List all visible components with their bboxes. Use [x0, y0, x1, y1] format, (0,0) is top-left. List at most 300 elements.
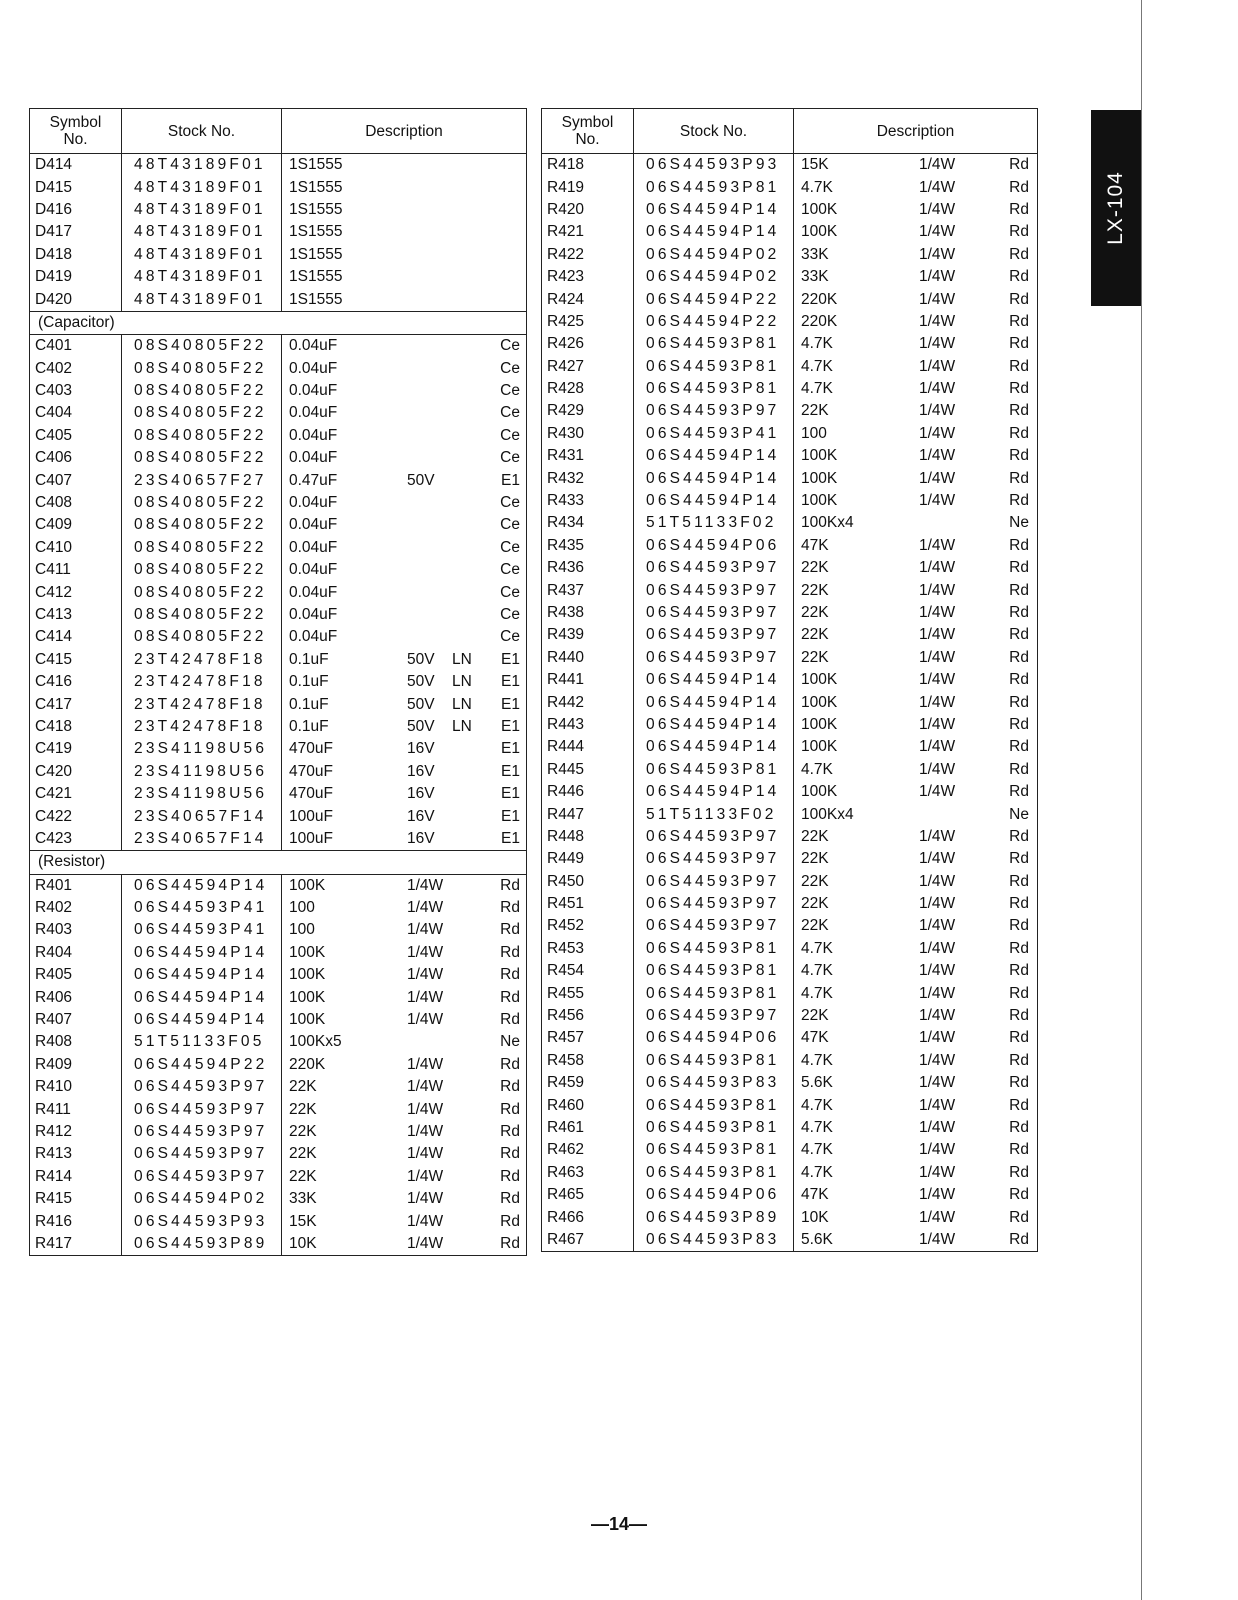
stock-cell: 06S44594P14: [122, 1009, 282, 1031]
rating-text: 1/4W: [407, 876, 444, 894]
description-fields: [801, 446, 1037, 466]
value-text: 4.7K: [801, 1163, 833, 1181]
description-cell: [794, 871, 1038, 893]
type-code: Rd: [500, 921, 520, 939]
symbol-cell: D419: [30, 266, 122, 288]
description-cell: [794, 266, 1038, 288]
type-code: E1: [501, 740, 520, 758]
table-row: [542, 1162, 1038, 1184]
rating-text: 1/4W: [919, 1051, 956, 1069]
value-text: 10K: [289, 1234, 317, 1252]
table-row: [30, 1143, 527, 1165]
stock-cell: 23T42478F18: [122, 693, 282, 715]
description-fields: [289, 222, 526, 242]
rating-text: 1/4W: [919, 626, 956, 644]
description-cell: [794, 647, 1038, 669]
stock-cell: 06S44594P14: [122, 986, 282, 1008]
stock-cell: 23T42478F18: [122, 671, 282, 693]
stock-cell: 06S44593P97: [634, 557, 794, 579]
description-cell: [794, 423, 1038, 445]
rating-text: 50V: [407, 471, 435, 489]
stock-cell: 23S40657F14: [122, 828, 282, 851]
symbol-cell: C423: [30, 828, 122, 851]
value-text: 100K: [801, 715, 838, 733]
stock-cell: 06S44593P81: [634, 938, 794, 960]
description-cell: [282, 671, 527, 693]
rating-text: 1/4W: [407, 1234, 444, 1252]
value-text: 5.6K: [801, 1074, 833, 1092]
description-fields: [801, 424, 1037, 444]
table-row: [30, 783, 527, 805]
value-text: 0.04uF: [289, 404, 338, 422]
symbol-cell: R444: [542, 736, 634, 758]
table-row: [542, 154, 1038, 177]
description-fields: [289, 1212, 526, 1232]
rating-text: 1/4W: [407, 1167, 444, 1185]
description-fields: [289, 560, 526, 580]
description-fields: [289, 471, 526, 491]
description-fields: [289, 739, 526, 759]
symbol-cell: R432: [542, 467, 634, 489]
header-description: Description: [282, 109, 527, 154]
description-fields: [289, 1189, 526, 1209]
rating-text: 1/4W: [407, 1190, 444, 1208]
description-fields: [801, 1185, 1037, 1205]
header-stock: Stock No.: [634, 109, 794, 154]
symbol-cell: C410: [30, 537, 122, 559]
stock-cell: 06S44594P14: [634, 736, 794, 758]
description-fields: [289, 695, 526, 715]
table-row: [30, 1233, 527, 1256]
table-row: [30, 559, 527, 581]
table-row: [30, 1098, 527, 1120]
symbol-cell: R424: [542, 288, 634, 310]
table-row: [542, 333, 1038, 355]
description-cell: [794, 691, 1038, 713]
symbol-cell: R465: [542, 1184, 634, 1206]
value-text: 470uF: [289, 762, 333, 780]
description-fields: [801, 1096, 1037, 1116]
type-code: Rd: [1009, 1051, 1029, 1069]
table-row: [542, 535, 1038, 557]
value-text: 22K: [801, 648, 829, 666]
description-cell: [794, 356, 1038, 378]
table-row: [30, 964, 527, 986]
table-row: [542, 1229, 1038, 1252]
description-fields: [801, 334, 1037, 354]
description-fields: [801, 648, 1037, 668]
table-row: [30, 380, 527, 402]
symbol-cell: R435: [542, 535, 634, 557]
table-row: [30, 1054, 527, 1076]
description-cell: [794, 1094, 1038, 1116]
value-text: 100K: [801, 738, 838, 756]
description-fields: [801, 178, 1037, 198]
stock-cell: 06S44593P97: [634, 893, 794, 915]
value-text: 4.7K: [801, 178, 833, 196]
table-row: [542, 624, 1038, 646]
table-row: [542, 176, 1038, 198]
rating-text: 16V: [407, 785, 435, 803]
description-cell: [794, 1117, 1038, 1139]
symbol-cell: R450: [542, 871, 634, 893]
type-code: Rd: [1009, 380, 1029, 398]
value-text: 4.7K: [801, 984, 833, 1002]
description-fields: [801, 603, 1037, 623]
rating-text: 1/4W: [407, 899, 444, 917]
description-cell: [282, 559, 527, 581]
rating-text: 1/4W: [407, 943, 444, 961]
table-row: [542, 803, 1038, 825]
description-cell: [282, 693, 527, 715]
table-row: [30, 514, 527, 536]
note-text: LN: [452, 695, 472, 713]
type-code: Rd: [500, 1234, 520, 1252]
stock-cell: 23S40657F14: [122, 805, 282, 827]
table-row: [542, 288, 1038, 310]
stock-cell: 06S44593P41: [122, 897, 282, 919]
description-cell: [794, 333, 1038, 355]
description-fields: [289, 762, 526, 782]
rating-text: 1/4W: [919, 268, 956, 286]
value-text: 470uF: [289, 740, 333, 758]
rating-text: 16V: [407, 829, 435, 847]
header-symbol: Symbol No.: [542, 109, 634, 154]
rating-text: 1/4W: [919, 1163, 956, 1181]
stock-cell: 48T43189F01: [122, 199, 282, 221]
parts-list-right: [542, 154, 1038, 1252]
rating-text: 1/4W: [919, 917, 956, 935]
section-heading: (Resistor): [30, 851, 527, 874]
table-row: [30, 874, 527, 897]
type-code: Rd: [1009, 693, 1029, 711]
type-code: Ce: [500, 538, 520, 556]
stock-cell: 06S44593P97: [634, 1005, 794, 1027]
description-cell: [282, 1233, 527, 1256]
rating-text: 1/4W: [919, 872, 956, 890]
description-fields: [289, 717, 526, 737]
description-cell: [282, 176, 527, 198]
description-cell: [282, 514, 527, 536]
rating-text: 1/4W: [919, 1186, 956, 1204]
value-text: 47K: [801, 1186, 829, 1204]
value-text: 100K: [801, 693, 838, 711]
type-code: Rd: [1009, 1007, 1029, 1025]
stock-cell: 23T42478F18: [122, 716, 282, 738]
description-fields: [289, 1055, 526, 1075]
stock-cell: 06S44593P93: [634, 154, 794, 177]
stock-cell: 48T43189F01: [122, 244, 282, 266]
stock-cell: 08S40805F22: [122, 581, 282, 603]
description-cell: [794, 311, 1038, 333]
value-text: 22K: [289, 1078, 317, 1096]
symbol-cell: R418: [542, 154, 634, 177]
description-cell: [794, 154, 1038, 177]
symbol-cell: R405: [30, 964, 122, 986]
stock-cell: 06S44593P83: [634, 1072, 794, 1094]
description-cell: [282, 986, 527, 1008]
symbol-cell: R429: [542, 400, 634, 422]
value-text: 100K: [801, 671, 838, 689]
description-fields: [801, 245, 1037, 265]
value-text: 0.04uF: [289, 516, 338, 534]
symbol-cell: R408: [30, 1031, 122, 1053]
type-code: Rd: [1009, 1029, 1029, 1047]
stock-cell: 06S44594P14: [634, 669, 794, 691]
header-stock: Stock No.: [122, 109, 282, 154]
type-code: E1: [501, 807, 520, 825]
symbol-cell: C407: [30, 469, 122, 491]
value-text: 0.04uF: [289, 538, 338, 556]
type-code: Rd: [500, 1100, 520, 1118]
description-fields: [801, 513, 1037, 533]
value-text: 4.7K: [801, 1051, 833, 1069]
table-row: [542, 1184, 1038, 1206]
type-code: Rd: [500, 1011, 520, 1029]
type-code: Ce: [500, 516, 520, 534]
symbol-cell: C414: [30, 626, 122, 648]
type-code: Rd: [500, 966, 520, 984]
stock-cell: 06S44594P02: [634, 266, 794, 288]
type-code: Rd: [1009, 827, 1029, 845]
description-fields: [289, 988, 526, 1008]
table-row: [542, 423, 1038, 445]
type-code: Rd: [1009, 917, 1029, 935]
description-cell: [282, 738, 527, 760]
symbol-cell: R445: [542, 759, 634, 781]
stock-cell: 06S44593P97: [634, 602, 794, 624]
type-code: E1: [501, 717, 520, 735]
type-code: Rd: [1009, 783, 1029, 801]
stock-cell: 08S40805F22: [122, 402, 282, 424]
value-text: 1S1555: [289, 178, 343, 196]
table-row: [542, 982, 1038, 1004]
type-code: Rd: [500, 1055, 520, 1073]
value-text: 220K: [289, 1055, 326, 1073]
stock-cell: 06S44593P81: [634, 1139, 794, 1161]
description-fields: [801, 849, 1037, 869]
symbol-cell: R434: [542, 512, 634, 534]
table-row: [30, 581, 527, 603]
table-row: [30, 1076, 527, 1098]
stock-cell: 06S44593P97: [122, 1143, 282, 1165]
description-fields: [801, 894, 1037, 914]
stock-cell: 06S44594P14: [634, 691, 794, 713]
description-fields: [801, 1163, 1037, 1183]
stock-cell: 48T43189F01: [122, 154, 282, 177]
value-text: 1S1555: [289, 200, 343, 218]
table-row: [30, 1188, 527, 1210]
rating-text: 1/4W: [919, 783, 956, 801]
stock-cell: 06S44594P14: [634, 490, 794, 512]
symbol-cell: R457: [542, 1027, 634, 1049]
symbol-cell: R452: [542, 915, 634, 937]
description-fields: [801, 1073, 1037, 1093]
symbol-cell: R403: [30, 919, 122, 941]
rating-text: 1/4W: [919, 1096, 956, 1114]
symbol-cell: R438: [542, 602, 634, 624]
symbol-cell: R411: [30, 1098, 122, 1120]
value-text: 0.1uF: [289, 673, 329, 691]
symbol-cell: R413: [30, 1143, 122, 1165]
stock-cell: 06S44593P41: [122, 919, 282, 941]
rating-text: 1/4W: [919, 1074, 956, 1092]
symbol-cell: R428: [542, 378, 634, 400]
rating-text: 1/4W: [919, 424, 956, 442]
value-text: 0.1uF: [289, 717, 329, 735]
table-row: [30, 942, 527, 964]
stock-cell: 06S44593P97: [634, 647, 794, 669]
table-row: [542, 266, 1038, 288]
rating-text: 16V: [407, 762, 435, 780]
value-text: 100K: [801, 447, 838, 465]
symbol-cell: R456: [542, 1005, 634, 1027]
table-row: [542, 938, 1038, 960]
rating-text: 1/4W: [407, 1100, 444, 1118]
value-text: 100K: [289, 1011, 326, 1029]
stock-cell: 08S40805F22: [122, 358, 282, 380]
type-code: Rd: [500, 1190, 520, 1208]
symbol-cell: R446: [542, 781, 634, 803]
description-fields: [289, 672, 526, 692]
type-code: E1: [501, 785, 520, 803]
type-code: Rd: [1009, 1163, 1029, 1181]
stock-cell: 06S44594P14: [122, 874, 282, 897]
table-row: [542, 579, 1038, 601]
description-fields: [289, 829, 526, 849]
description-fields: [289, 965, 526, 985]
table-row: [30, 986, 527, 1008]
type-code: Rd: [1009, 581, 1029, 599]
description-cell: [282, 1143, 527, 1165]
table-row: [542, 915, 1038, 937]
table-row: [30, 425, 527, 447]
description-fields: [289, 943, 526, 963]
table-row: [542, 512, 1038, 534]
description-cell: [794, 288, 1038, 310]
value-text: 100: [289, 921, 315, 939]
type-code: Rd: [500, 876, 520, 894]
rating-text: 1/4W: [919, 1230, 956, 1248]
symbol-cell: C402: [30, 358, 122, 380]
description-cell: [794, 669, 1038, 691]
table-row: [30, 897, 527, 919]
stock-cell: 23S41198U56: [122, 761, 282, 783]
description-cell: [794, 557, 1038, 579]
description-cell: [794, 803, 1038, 825]
description-fields: [801, 155, 1037, 175]
value-text: 33K: [801, 245, 829, 263]
table-row: [542, 1050, 1038, 1072]
description-fields: [801, 491, 1037, 511]
table-row: [30, 244, 527, 266]
table-row: [542, 1094, 1038, 1116]
description-fields: [801, 558, 1037, 578]
value-text: 22K: [801, 559, 829, 577]
description-cell: [282, 964, 527, 986]
type-code: Rd: [1009, 604, 1029, 621]
stock-cell: 06S44594P22: [634, 288, 794, 310]
value-text: 4.7K: [801, 939, 833, 957]
page-number: —14—: [590, 1514, 648, 1534]
description-cell: [282, 716, 527, 738]
table-row: [542, 467, 1038, 489]
symbol-cell: D415: [30, 176, 122, 198]
description-fields: [801, 1051, 1037, 1071]
description-fields: [801, 939, 1037, 959]
table-row: [542, 871, 1038, 893]
stock-cell: 06S44593P97: [634, 915, 794, 937]
stock-cell: 48T43189F01: [122, 288, 282, 311]
type-code: Rd: [1009, 850, 1029, 868]
stock-cell: 06S44594P14: [634, 467, 794, 489]
symbol-cell: R422: [542, 244, 634, 266]
table-row: [30, 919, 527, 941]
rating-text: 1/4W: [407, 1055, 444, 1073]
type-code: E1: [501, 471, 520, 489]
table-row: [30, 402, 527, 424]
stock-cell: 06S44594P14: [634, 221, 794, 243]
rating-text: 1/4W: [919, 178, 956, 196]
symbol-cell: R447: [542, 803, 634, 825]
table-row: [30, 447, 527, 469]
description-cell: [282, 1009, 527, 1031]
symbol-cell: R426: [542, 333, 634, 355]
rating-text: 1/4W: [919, 559, 956, 577]
type-code: Ne: [1009, 514, 1029, 532]
stock-cell: 08S40805F22: [122, 559, 282, 581]
type-code: Rd: [500, 943, 520, 961]
description-fields: [801, 916, 1037, 936]
description-cell: [794, 960, 1038, 982]
value-text: 0.04uF: [289, 337, 338, 355]
type-code: Rd: [1009, 1186, 1029, 1204]
rating-text: 1/4W: [919, 738, 956, 756]
description-fields: [289, 426, 526, 446]
symbol-cell: R443: [542, 714, 634, 736]
description-fields: [289, 583, 526, 603]
description-fields: [801, 961, 1037, 981]
description-fields: [289, 1122, 526, 1142]
symbol-cell: R402: [30, 897, 122, 919]
type-code: Rd: [1009, 335, 1029, 353]
table-row: [542, 557, 1038, 579]
symbol-cell: R453: [542, 938, 634, 960]
stock-cell: 06S44593P97: [122, 1076, 282, 1098]
description-fields: [289, 784, 526, 804]
value-text: 100: [289, 899, 315, 917]
value-text: 33K: [801, 268, 829, 286]
description-fields: [289, 1032, 526, 1052]
description-fields: [801, 290, 1037, 310]
rating-text: 1/4W: [919, 693, 956, 711]
stock-cell: 06S44594P06: [634, 535, 794, 557]
description-fields: [289, 515, 526, 535]
symbol-cell: R415: [30, 1188, 122, 1210]
description-fields: [289, 605, 526, 625]
description-fields: [801, 693, 1037, 713]
rating-text: 1/4W: [407, 988, 444, 1006]
type-code: Rd: [1009, 962, 1029, 980]
stock-cell: 06S44593P81: [634, 176, 794, 198]
value-text: 4.7K: [801, 357, 833, 375]
description-cell: [794, 781, 1038, 803]
type-code: Rd: [1009, 492, 1029, 510]
description-fields: [801, 1118, 1037, 1138]
symbol-cell: R416: [30, 1210, 122, 1232]
rating-text: 50V: [407, 695, 435, 713]
rating-text: 1/4W: [919, 245, 956, 263]
